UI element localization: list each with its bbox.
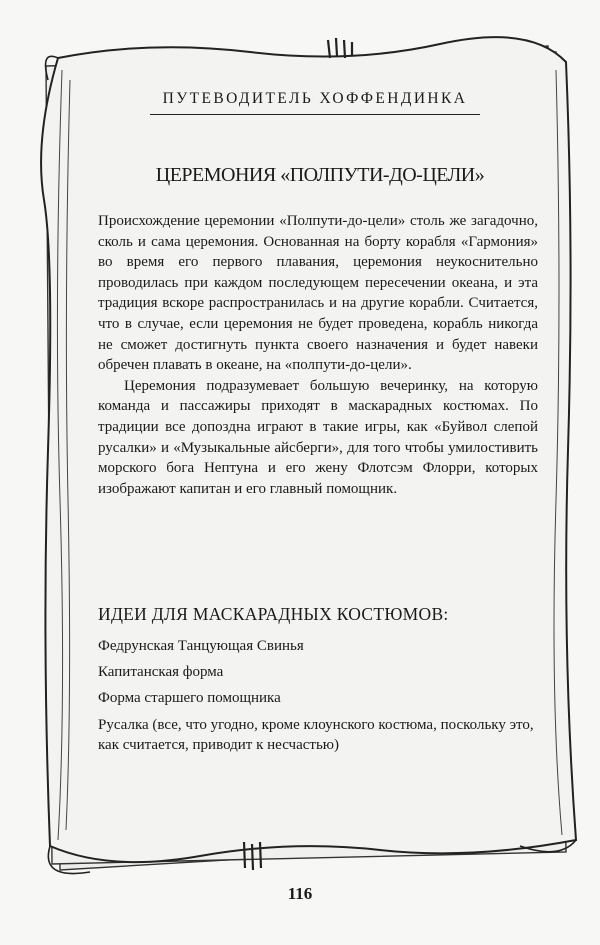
costume-idea-item: Капитанская форма [98, 664, 224, 681]
article-title: ЦЕРЕМОНИЯ «ПОЛПУТИ-ДО-ЦЕЛИ» [155, 164, 485, 186]
costume-idea-item: Форма старшего помощника [98, 690, 281, 707]
costume-ideas-list [98, 636, 538, 761]
article-paragraph-1: Происхождение церемонии «Полпути-до-цели» столь же загадочно, сколь и сама церемония. Основанная на борту корабля «Гармония» во время его первого плавания, церемония неукоснительно проводилась при каждом последующем пересечении океана, и эта традиция вскоре распространилась и на другие корабли. Считается, что в случае, если церемония не будет проведена, корабль никогда не сможет достигнуть пункта своего назначения и будет навеки обречен плавать в океане, на «полпути-до-цели». [98, 213, 538, 374]
costume-idea-item: Русалка (все, что угодно, кроме клоунского костюма, поскольку это, как считается, приводит к несчастью) [98, 716, 534, 754]
header-rule [150, 114, 480, 115]
costume-idea-item: Федрунская Танцующая Свинья [98, 638, 304, 654]
article-paragraph-2: Церемония подразумевает большую вечеринку, на которую команда и пассажиры приходят в маскарадных костюмах. По традиции все допоздна играют в такие игры, как «Буйвол слепой русалки» и «Музыкальные айсберги», для того чтобы умилостивить морского бога Нептуна и его жену Флотсэм Флорри, которых изображают капитан и его главный помощник. [98, 377, 538, 497]
costume-ideas-heading: ИДЕИ ДЛЯ МАСКАРАДНЫХ КОСТЮМОВ: [98, 604, 449, 624]
running-header: ПУТЕВОДИТЕЛЬ ХОФФЕНДИНКА [162, 90, 468, 107]
article-body [98, 211, 538, 499]
page-number: 116 [287, 884, 313, 903]
